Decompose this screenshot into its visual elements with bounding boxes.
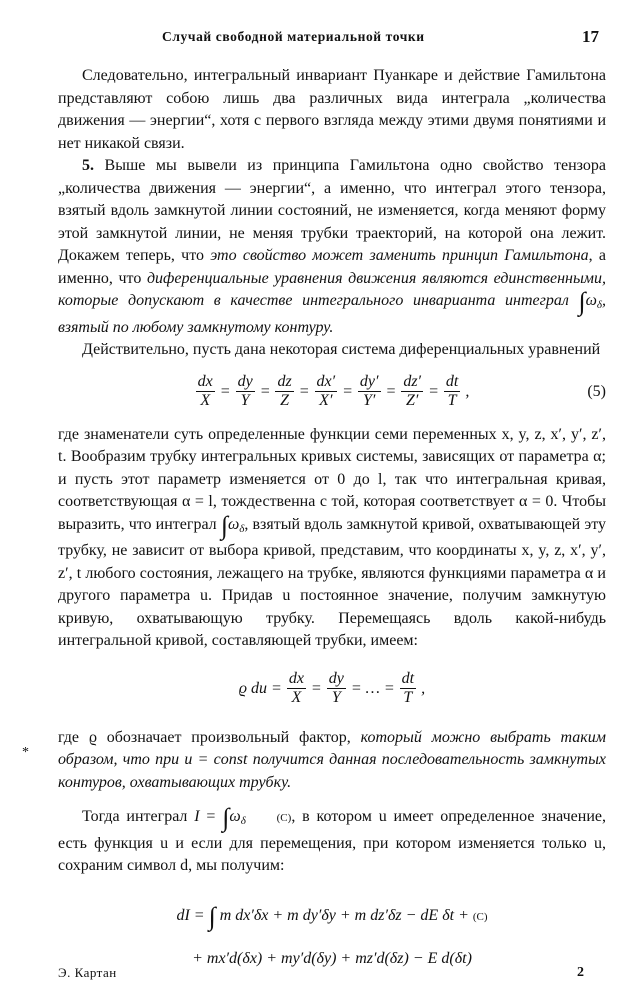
fraction	[444, 373, 460, 410]
fraction-denominator: Y	[331, 689, 341, 707]
fraction	[358, 373, 381, 410]
page-number: 17	[582, 27, 599, 46]
footer-author: Э. Картан	[58, 965, 117, 980]
fraction	[327, 670, 346, 707]
fraction-numerator: dy	[237, 373, 253, 391]
equation-7-lhs: dI	[176, 906, 190, 924]
paragraph-2	[58, 155, 606, 339]
equation-5	[58, 370, 606, 414]
paragraph-1: Следовательно, интегральный инвариант Пуанкаре и действие Гамильтона представляют собою лишь два различных вида интеграла „количества движения — энергии“, хотя с первого взгляда между этими двумя понятиями и нет никакой связи.	[58, 67, 606, 152]
fraction-numerator: dx′	[316, 373, 336, 391]
fraction-denominator: X	[291, 689, 302, 707]
fraction-denominator: T	[447, 392, 457, 410]
fraction-denominator: Z	[280, 392, 290, 410]
paragraph-5-text-a: где ϱ обозначает произвольный фактор,	[58, 728, 361, 746]
fraction	[315, 373, 338, 410]
equation-7-line-2-text: + mx′d(δx) + my′d(δy) + mz′d(δz) − E d(δt)	[192, 949, 472, 967]
fraction	[236, 373, 255, 410]
body-text	[58, 65, 606, 975]
signature-mark: 2	[577, 965, 584, 980]
omega-symbol: ω	[227, 515, 240, 533]
omega-subscript: δ	[240, 815, 246, 827]
fraction-numerator: dz′	[403, 373, 422, 391]
paragraph-6: Тогда интеграл $I = \int\omega_\delta$ (C), в котором u имеет определенное значение, есть функция u и если для перемещения, при котором изменяется только u, сохраним символ d, мы получим:	[58, 803, 606, 874]
fraction-numerator: dt	[445, 373, 459, 391]
fraction-denominator: X	[200, 392, 211, 410]
paragraph-2-text-a: Выше мы вывели из принципа Гамильтона одно свойство тензора „количества движения — энергии“, а именно, что интеграл этого тензора, взятый вдоль замкнутой линии состояний, не изменяется, когда меняют форму этой замкнутой линии, не меняя трубки траекторий, на которой она лежит. Докажем теперь, что	[58, 157, 606, 264]
fraction	[196, 373, 215, 410]
integral-sign: ∫	[222, 803, 230, 832]
equation-6-fractions: $\frac{dx}{X}$ = $\frac{dy}{Y}$ = … = $\frac{dt}{T}$ ,	[288, 670, 426, 707]
paragraph-4	[58, 424, 606, 653]
paragraph-5-italic-a: который можно выбрать таким образом, что при u = const получится данная последовательность замкнутых контуров, охватывающих трубку.	[58, 728, 606, 791]
integral-sign: ∫	[220, 510, 228, 540]
fraction	[287, 670, 306, 707]
fraction-denominator: X′	[319, 392, 333, 410]
equation-6: ϱ du = $\frac{dx}{X}$ = $\frac{dy}{Y}$ = … = $\frac{dt}{T}$ ,	[238, 670, 426, 707]
page-footer	[58, 962, 606, 982]
fraction-denominator: Z′	[405, 392, 419, 410]
paragraph-6-text-b: , в котором u имеет определенное значение, есть функция u и если для перемещения, при котором изменяется только u, сохраним символ d, мы получим:	[58, 808, 606, 874]
paragraph-2-italic-a: это свойство может заменить принцип Гамильтона	[210, 247, 589, 264]
fraction-numerator: dz	[277, 373, 292, 391]
equation-5-number: (5)	[587, 382, 606, 400]
fraction-numerator: dx	[197, 373, 213, 391]
page-header	[0, 26, 638, 48]
paragraph-4-text-b: , взятый вдоль замкнутой кривой, охватывающей эту трубку, не зависит от выбора кривой, представим, что координаты x, y, z, x′, y′, z′, t любого состояния, лежащего на трубке, являются функциями параметра α и другого параметра u. Придав u постоянное значение, получим замкнутую кривую, охватывающую трубку. Перемещаясь вдоль какой-нибудь интегральной кривой, составляющей трубки, имеем:	[58, 515, 607, 649]
omega-symbol: ω	[585, 292, 597, 309]
equation-7-line-1: dI = ∫ m dx′δx + m dy′δy + m dz′δz − dE δt + (C)	[58, 896, 606, 937]
paragraph-2-text-b: , а именно, что	[58, 247, 606, 287]
running-title: Случай свободной материальной точки	[162, 29, 425, 44]
fraction	[400, 670, 416, 707]
paragraph-4-text-a: где знаменатели суть определенные функции семи переменных x, y, z, x′, y′, z′, t. Вообразим трубку интегральных кривых системы, зависящих от параметра α; и пусть этот параметр изменяется от 0 до l, так что интегральная кривая, соответствующая α = l, тождественна с той, которая соответствует α = 0. Чтобы выразить, что интеграл	[58, 425, 606, 533]
fraction	[401, 373, 423, 410]
equation-6-lhs: ϱ du	[238, 679, 268, 697]
integral-sign: ∫	[578, 287, 586, 316]
section-number: 5.	[82, 157, 94, 174]
contour-label: (C)	[276, 812, 292, 824]
fraction	[275, 373, 293, 410]
fraction-denominator: T	[403, 689, 413, 707]
margin-mark: *	[22, 745, 29, 760]
equation-7-rhs: m dx′δx + m dy′δy + m dz′δz − dE δt +	[219, 906, 469, 924]
omega-subscript: δ	[596, 299, 602, 311]
omega-subscript: δ	[239, 522, 245, 535]
paragraph-2-italic-c: , взятый по любому замкнутому контуру.	[58, 292, 606, 336]
paragraph-3: Действительно, пусть дана некоторая система диференциальных уравнений	[82, 341, 601, 358]
fraction-denominator: Y′	[363, 392, 376, 410]
integral-sign: ∫	[208, 901, 216, 931]
omega-symbol: ω	[229, 808, 241, 825]
fraction-numerator: dx	[288, 670, 304, 688]
fraction-numerator: dt	[401, 670, 415, 688]
contour-label: (C)	[472, 910, 488, 923]
paragraph-2-italic-b: диференциальные уравнения движения являются единственными, которые допускают в качестве интегрального инварианта интеграл	[58, 269, 606, 309]
equation-5-fractions: $\frac{dx}{X}$ = $\frac{dy}{Y}$ = $\frac{dz}{Z}$ = $\frac{dx'}{X'}$ = $\frac{dy'}{Y'}$ = $\frac{dz'}{Z'}$ = $\frac{dt}{T}$ ,	[197, 373, 470, 410]
fraction-denominator: Y	[240, 392, 250, 410]
fraction-numerator: dy′	[359, 373, 379, 391]
paragraph-6-text-a: Тогда интеграл	[82, 808, 195, 825]
paragraph-5	[58, 727, 606, 795]
fraction-numerator: dy	[328, 670, 344, 688]
integral-variable-I: I	[194, 808, 200, 825]
